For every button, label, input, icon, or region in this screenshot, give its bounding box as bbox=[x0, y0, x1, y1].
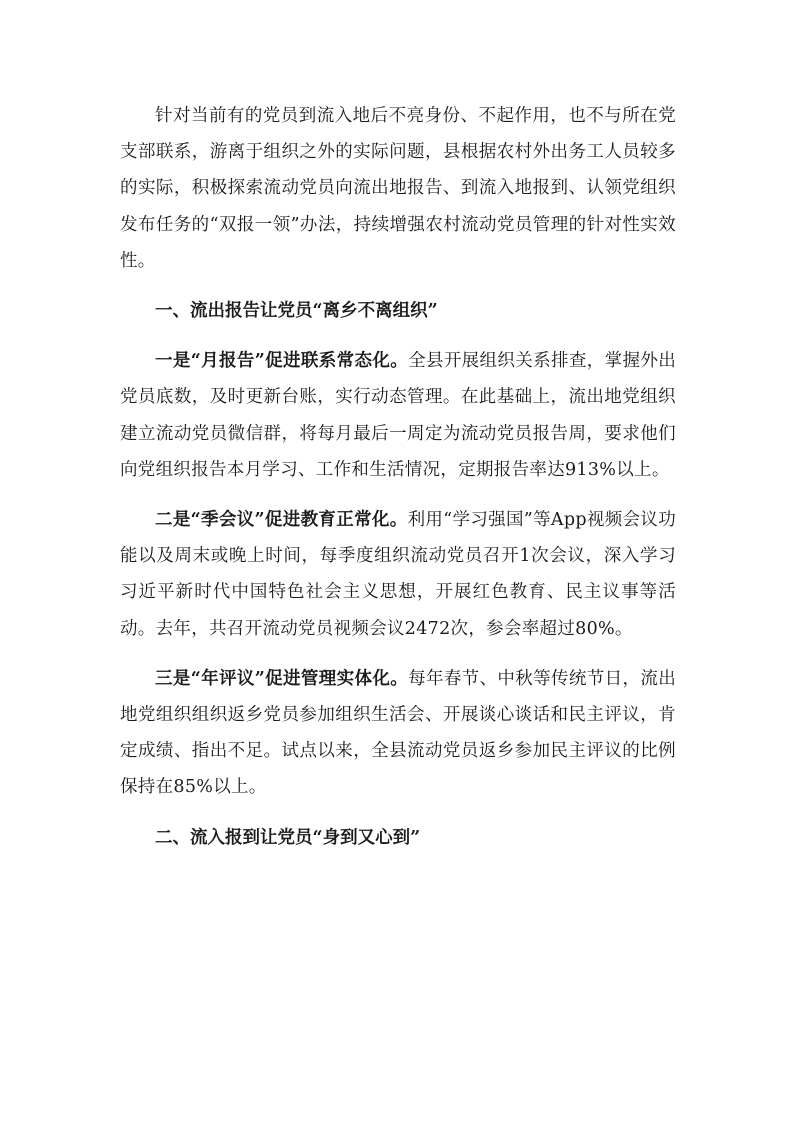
document-page bbox=[120, 98, 676, 870]
section-1-heading: 一、流出报告让党员“离乡不离组织” bbox=[155, 301, 438, 322]
paragraph-text: 利用“学习强国”等App视频会议功能以及周末或晚上时间，每季度组织流动党员召开1次会议，深入学习习近平新时代中国特色社会主义思想，开展红色教育、民主议事等活动。去年，共召开流动党员视频会议2472次，参会率超过80%。 bbox=[120, 510, 676, 639]
paragraph-quarterly-meeting bbox=[120, 502, 676, 647]
paragraph-text: 全县开展组织关系排查，掌握外出党员底数，及时更新台账，实行动态管理。在此基础上，流出地党组织建立流动党员微信群，将每月最后一周定为流动党员报告周，要求他们向党组织报告本月学习、工作和生活情况，定期报告率达913%以上。 bbox=[120, 351, 676, 480]
paragraph-monthly-report bbox=[120, 343, 676, 488]
paragraph-lead: 二是“季会议”促进教育正常化。 bbox=[155, 510, 408, 531]
paragraph-lead: 三是“年评议”促进管理实体化。 bbox=[155, 668, 409, 689]
paragraph-lead: 一是“月报告”促进联系常态化。 bbox=[155, 351, 409, 372]
paragraph-text: 每年春节、中秋等传统节日，流出地党组织组织返乡党员参加组织生活会、开展谈心谈话和民主评议，肯定成绩、指出不足。试点以来，全县流动党员返乡参加民主评议的比例保持在85%以上。 bbox=[120, 668, 676, 798]
intro-paragraph: 针对当前有的党员到流入地后不亮身份、不起作用，也不与所在党支部联系，游离于组织之外的实际问题，县根据农村外出务工人员较多的实际，积极探索流动党员向流出地报告、到流入地报到、认领党组织发布任务的“双报一领”办法，持续增强农村流动党员管理的针对性实效性。 bbox=[120, 106, 676, 271]
section-2-heading: 二、流入报到让党员“身到又心到” bbox=[155, 827, 421, 848]
paragraph-annual-review bbox=[120, 661, 676, 806]
